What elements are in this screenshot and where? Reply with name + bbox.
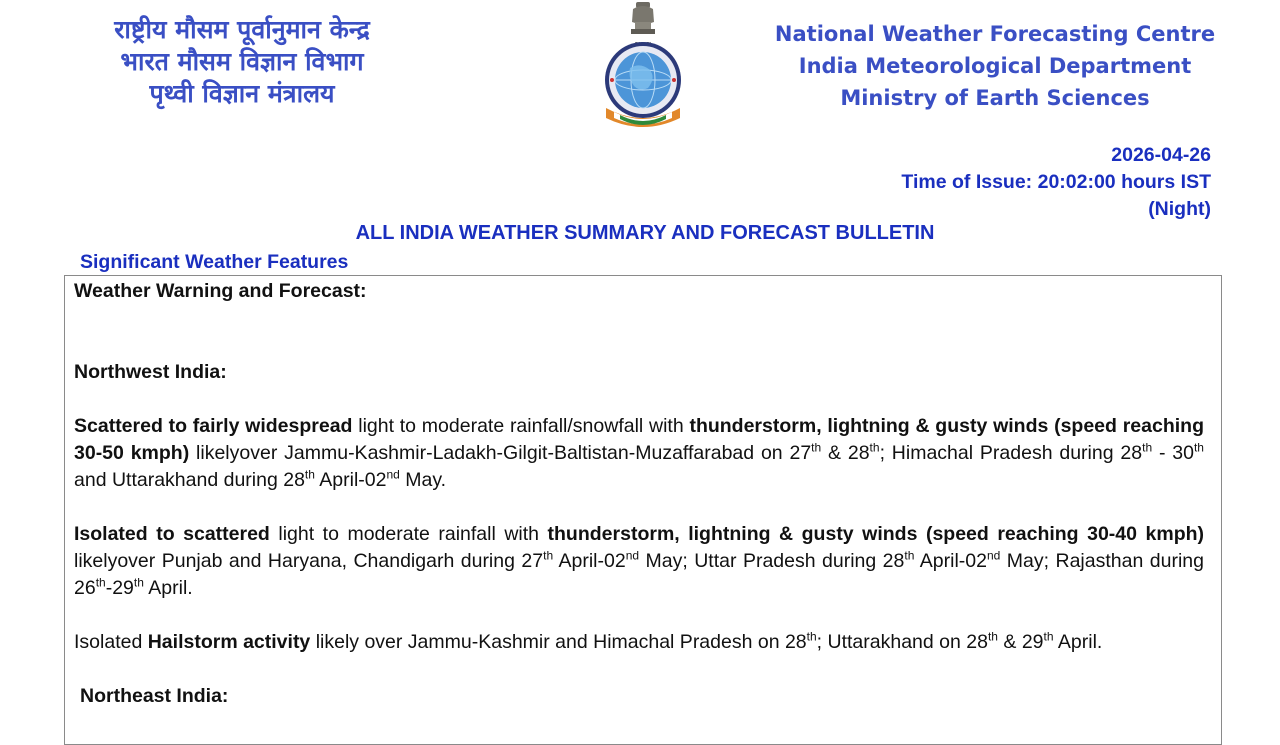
english-ministry-name: Ministry of Earth Sciences (840, 86, 1150, 110)
issue-metadata (901, 142, 1211, 223)
forecast-box (64, 275, 1222, 745)
region-northeast-heading: Northeast India: (80, 685, 229, 707)
english-header (760, 18, 1230, 114)
issue-period: (Night) (1148, 198, 1211, 220)
forecast-heading: Weather Warning and Forecast: (74, 280, 367, 302)
region-northwest-heading: Northwest India: (74, 361, 227, 383)
hindi-header (82, 14, 402, 110)
issue-time: Time of Issue: 20:02:00 hours IST (901, 171, 1211, 193)
imd-emblem-icon (600, 0, 686, 134)
forecast-paragraph-3: Isolated Hailstorm activity likely over Jammu-Kashmir and Himachal Pradesh on 28th; Uttarakhand on 28th & 29th April. (74, 629, 1103, 653)
english-org-name: National Weather Forecasting Centre (774, 22, 1216, 46)
english-department-name: India Meteorological Department (798, 54, 1192, 78)
forecast-paragraph-2: Isolated to scattered light to moderate rainfall with thunderstorm, lightning & gusty winds (speed reaching 30-40 kmph) likelyover Punjab and Haryana, Chandigarh during 27th April-02nd May; Uttar Pradesh during 28th April-02nd May; Rajasthan during 26th-29th April. (74, 523, 1205, 599)
hindi-org-name: राष्ट्रीय मौसम पूर्वानुमान केन्द्र (114, 15, 370, 44)
issue-date: 2026-04-26 (1111, 144, 1211, 166)
section-heading: Significant Weather Features (80, 251, 349, 273)
forecast-paragraph-1: Scattered to fairly widespread light to moderate rainfall/snowfall with thunderstorm, lightning & gusty winds (speed reaching 30-50 kmph) likelyover Jammu-Kashmir-Ladakh-Gilgit-Baltistan-Muzaffarabad on 27th & 28th; Himachal Pradesh during 28th - 30th and Uttarakhand during 28th April-02nd May. (74, 415, 1204, 491)
hindi-ministry-name: पृथ्वी विज्ञान मंत्रालय (149, 79, 335, 108)
hindi-department-name: भारत मौसम विज्ञान विभाग (120, 47, 364, 76)
bulletin-title: ALL INDIA WEATHER SUMMARY AND FORECAST BULLETIN (355, 222, 935, 244)
